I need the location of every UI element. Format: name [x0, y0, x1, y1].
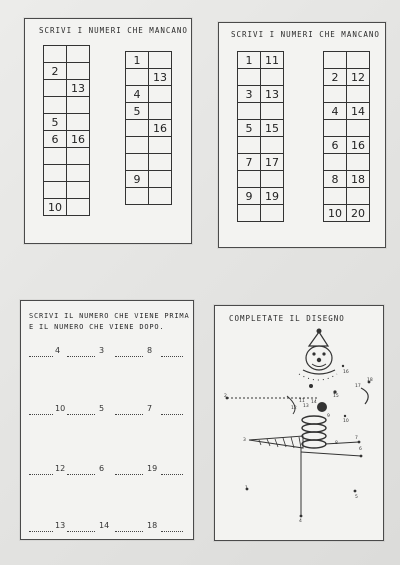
grid-row — [126, 103, 172, 120]
sequence-number: 13 — [55, 521, 66, 530]
answer-blank[interactable] — [67, 356, 95, 357]
grid-row — [324, 120, 370, 137]
grid-cell[interactable] — [44, 165, 67, 182]
grid-cell[interactable]: 2 — [44, 63, 67, 80]
card-3-prompt-line-2: E IL NUMERO CHE VIENE DOPO. — [29, 323, 165, 331]
grid-cell[interactable] — [238, 171, 261, 188]
card-3-prompt-line-1: SCRIVI IL NUMERO CHE VIENE PRIMA — [29, 312, 190, 320]
grid-cell[interactable]: 1 — [238, 52, 261, 69]
grid-cell[interactable] — [324, 154, 347, 171]
grid-cell[interactable] — [126, 154, 149, 171]
answer-blank[interactable] — [115, 414, 143, 415]
grid-row — [238, 188, 284, 205]
grid-cell[interactable] — [347, 52, 370, 69]
grid-row — [126, 69, 172, 86]
grid-row — [324, 171, 370, 188]
grid-cell[interactable] — [67, 46, 90, 63]
grid-row — [238, 86, 284, 103]
card-4-title: COMPLETATE IL DISEGNO — [229, 314, 345, 323]
grid-cell[interactable] — [324, 86, 347, 103]
grid-row — [324, 103, 370, 120]
dot-number-label: 14 — [311, 400, 317, 405]
answer-blank[interactable] — [115, 474, 143, 475]
grid-cell[interactable] — [44, 46, 67, 63]
grid-cell[interactable]: 20 — [347, 205, 370, 222]
grid-cell[interactable]: 13 — [67, 80, 90, 97]
answer-blank[interactable] — [29, 474, 53, 475]
grid-cell[interactable] — [238, 137, 261, 154]
sequence-number: 14 — [99, 521, 110, 530]
grid-cell[interactable]: 7 — [238, 154, 261, 171]
grid-row — [324, 188, 370, 205]
grid-cell[interactable]: 4 — [126, 86, 149, 103]
grid-row — [44, 46, 90, 63]
card-1-right-grid — [125, 51, 172, 205]
grid-cell[interactable] — [149, 154, 172, 171]
grid-cell[interactable]: 13 — [149, 69, 172, 86]
grid-cell[interactable] — [149, 188, 172, 205]
sequence-number: 3 — [99, 346, 105, 355]
answer-blank[interactable] — [29, 414, 53, 415]
answer-blank[interactable] — [29, 531, 53, 532]
grid-cell[interactable]: 16 — [67, 131, 90, 148]
answer-blank[interactable] — [161, 531, 183, 532]
answer-blank[interactable] — [115, 356, 143, 357]
grid-cell[interactable] — [261, 103, 284, 120]
grid-cell[interactable] — [126, 188, 149, 205]
grid-cell[interactable]: 14 — [347, 103, 370, 120]
sequence-number: 10 — [55, 404, 66, 413]
dot-number-label: 6 — [359, 447, 362, 452]
grid-row — [324, 52, 370, 69]
grid-cell[interactable] — [126, 120, 149, 137]
grid-cell[interactable] — [347, 120, 370, 137]
grid-cell[interactable]: 2 — [324, 69, 347, 86]
grid-cell[interactable] — [149, 137, 172, 154]
dot-number-label: 15 — [333, 394, 339, 399]
grid-cell[interactable] — [67, 63, 90, 80]
grid-cell[interactable] — [238, 103, 261, 120]
grid-cell[interactable] — [126, 69, 149, 86]
sequence-number: 8 — [147, 346, 153, 355]
grid-cell[interactable]: 3 — [238, 86, 261, 103]
grid-cell[interactable] — [149, 86, 172, 103]
grid-cell[interactable]: 19 — [261, 188, 284, 205]
grid-cell[interactable]: 10 — [324, 205, 347, 222]
grid-row — [126, 188, 172, 205]
grid-cell[interactable] — [324, 120, 347, 137]
dot-number-label: 13 — [303, 404, 309, 409]
answer-blank[interactable] — [67, 531, 95, 532]
grid-row — [44, 80, 90, 97]
grid-cell[interactable]: 5 — [44, 114, 67, 131]
answer-blank[interactable] — [29, 356, 53, 357]
grid-cell[interactable] — [324, 52, 347, 69]
dot-number-label: 8 — [335, 441, 338, 446]
grid-cell[interactable] — [347, 188, 370, 205]
before-after-card — [20, 300, 194, 540]
grid-row — [44, 97, 90, 114]
grid-cell[interactable]: 17 — [261, 154, 284, 171]
grid-cell[interactable] — [67, 148, 90, 165]
grid-cell[interactable] — [261, 69, 284, 86]
card-2-left-grid — [237, 51, 284, 222]
sequence-number: 7 — [147, 404, 153, 413]
grid-cell[interactable] — [149, 171, 172, 188]
sequence-number: 18 — [147, 521, 158, 530]
grid-cell[interactable]: 6 — [44, 131, 67, 148]
answer-blank[interactable] — [161, 414, 183, 415]
grid-cell[interactable]: 16 — [347, 137, 370, 154]
dot-number-label: 3 — [243, 438, 246, 443]
grid-row — [126, 52, 172, 69]
grid-row — [126, 137, 172, 154]
spring-icon — [302, 416, 326, 448]
answer-blank[interactable] — [67, 474, 95, 475]
grid-cell[interactable]: 15 — [261, 120, 284, 137]
dot-number-label: 7 — [355, 436, 358, 441]
grid-row — [44, 131, 90, 148]
clown-hat-icon — [309, 332, 328, 346]
dot-number-label: 2 — [224, 394, 227, 399]
grid-row — [324, 69, 370, 86]
grid-cell[interactable]: 9 — [126, 171, 149, 188]
clown-drawing — [215, 306, 383, 540]
grid-row — [238, 120, 284, 137]
dot-number-label: 10 — [343, 419, 349, 424]
grid-cell[interactable] — [347, 154, 370, 171]
grid-cell[interactable]: 5 — [238, 120, 261, 137]
answer-blank[interactable] — [67, 414, 95, 415]
grid-row — [238, 154, 284, 171]
grid-cell[interactable]: 13 — [261, 86, 284, 103]
grid-row — [44, 114, 90, 131]
grid-cell[interactable]: 9 — [238, 188, 261, 205]
grid-cell[interactable] — [67, 199, 90, 216]
grid-cell[interactable] — [67, 182, 90, 199]
grid-cell[interactable]: 11 — [261, 52, 284, 69]
dot-number-label: 17 — [355, 384, 361, 389]
grid-cell[interactable] — [324, 188, 347, 205]
grid-cell[interactable]: 10 — [44, 199, 67, 216]
grid-row — [238, 171, 284, 188]
grid-cell[interactable] — [44, 182, 67, 199]
grid-cell[interactable] — [238, 69, 261, 86]
dot-number-label: 12 — [291, 406, 297, 411]
dot-number-label: 16 — [343, 370, 349, 375]
answer-blank[interactable] — [115, 531, 143, 532]
grid-row — [126, 86, 172, 103]
grid-row — [44, 165, 90, 182]
card-2-title: SCRIVI I NUMERI CHE MANCANO — [231, 30, 380, 39]
grid-cell[interactable] — [149, 103, 172, 120]
card-2-right-grid — [323, 51, 370, 222]
grid-row — [324, 205, 370, 222]
grid-cell[interactable]: 6 — [324, 137, 347, 154]
grid-row — [44, 182, 90, 199]
grid-row — [44, 148, 90, 165]
grid-cell[interactable]: 16 — [149, 120, 172, 137]
complete-drawing-card — [214, 305, 384, 541]
grid-row — [324, 154, 370, 171]
grid-cell[interactable] — [44, 97, 67, 114]
card-1-title: SCRIVI I NUMERI CHE MANCANO — [39, 26, 188, 35]
sequence-number: 12 — [55, 464, 66, 473]
sequence-number: 4 — [55, 346, 61, 355]
grid-row — [238, 69, 284, 86]
grid-cell[interactable]: 12 — [347, 69, 370, 86]
grid-cell[interactable]: 1 — [126, 52, 149, 69]
grid-row — [126, 154, 172, 171]
card-1-left-grid — [43, 45, 90, 216]
dot-number-label: 1 — [245, 486, 248, 491]
dot-number-label: 5 — [355, 495, 358, 500]
sequence-number: 5 — [99, 404, 105, 413]
grid-cell[interactable]: 4 — [324, 103, 347, 120]
dot-number-label: 9 — [327, 414, 330, 419]
grid-cell[interactable] — [67, 97, 90, 114]
missing-numbers-card-2 — [218, 22, 386, 248]
grid-cell[interactable]: 18 — [347, 171, 370, 188]
grid-row — [126, 120, 172, 137]
grid-cell[interactable] — [261, 171, 284, 188]
grid-cell[interactable] — [44, 148, 67, 165]
missing-numbers-card-1 — [24, 18, 192, 244]
dot-number-label: 18 — [367, 378, 373, 383]
grid-cell[interactable] — [67, 165, 90, 182]
grid-row — [44, 63, 90, 80]
grid-row — [324, 86, 370, 103]
grid-cell[interactable] — [347, 86, 370, 103]
grid-cell[interactable]: 8 — [324, 171, 347, 188]
sequence-number: 19 — [147, 464, 158, 473]
grid-cell[interactable]: 5 — [126, 103, 149, 120]
answer-blank[interactable] — [161, 474, 183, 475]
grid-cell[interactable] — [261, 205, 284, 222]
grid-cell[interactable] — [261, 137, 284, 154]
grid-row — [44, 199, 90, 216]
grid-row — [238, 137, 284, 154]
grid-cell[interactable] — [149, 52, 172, 69]
grid-cell[interactable] — [238, 205, 261, 222]
grid-row — [126, 171, 172, 188]
dot-number-label: 4 — [299, 519, 302, 524]
dot-number-label: 11 — [299, 399, 305, 404]
grid-row — [238, 205, 284, 222]
grid-cell[interactable] — [126, 137, 149, 154]
grid-row — [324, 137, 370, 154]
answer-blank[interactable] — [161, 356, 183, 357]
grid-cell[interactable] — [44, 80, 67, 97]
sequence-number: 6 — [99, 464, 105, 473]
grid-cell[interactable] — [67, 114, 90, 131]
grid-row — [238, 103, 284, 120]
grid-row — [238, 52, 284, 69]
